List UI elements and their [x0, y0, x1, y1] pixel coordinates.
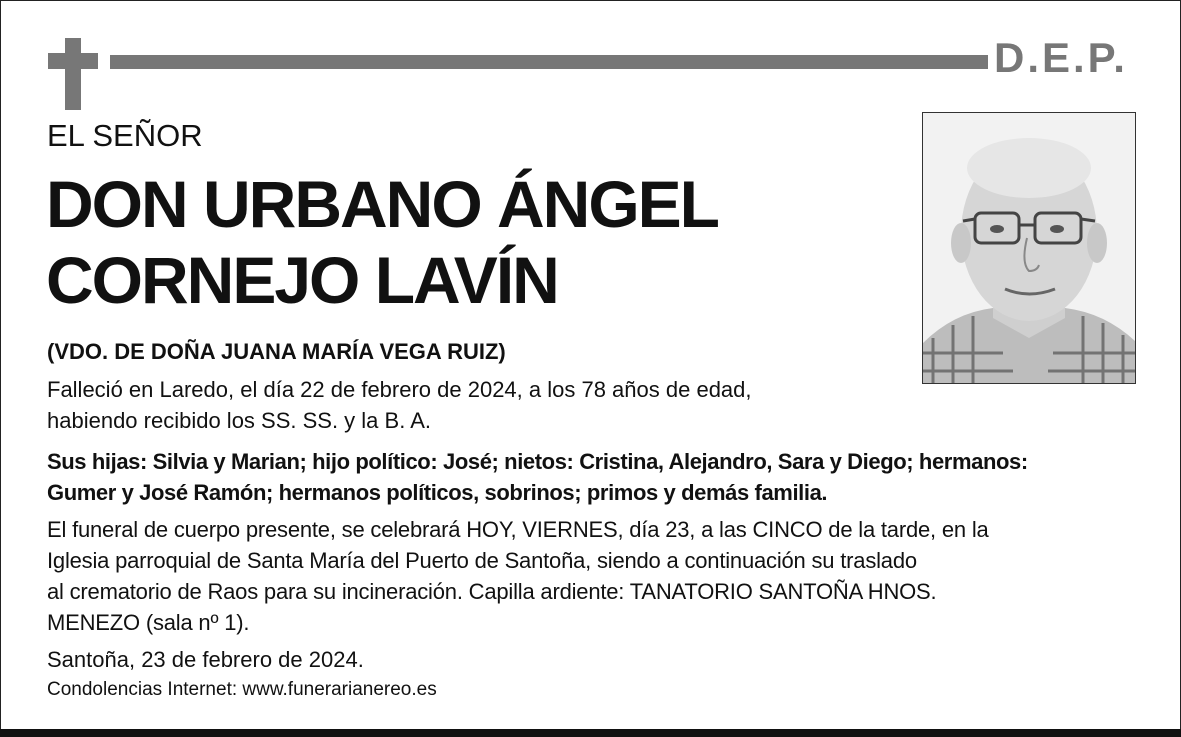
portrait-photo: [922, 112, 1136, 384]
honorific-label: EL SEÑOR: [47, 118, 203, 153]
text-line: Gumer y José Ramón; hermanos políticos, sobrinos; primos y demás familia.: [47, 480, 828, 505]
bottom-border: [0, 729, 1181, 737]
deceased-name: [46, 166, 906, 318]
header-rule: [110, 55, 988, 69]
name-line: CORNEJO LAVÍN: [46, 243, 558, 317]
cross-icon-vertical: [65, 38, 81, 110]
condolences-link[interactable]: Condolencias Internet: www.funerarianereo.es: [47, 679, 437, 700]
death-notice: [47, 374, 752, 436]
text-line: Sus hijas: Silvia y Marian; hijo político: José; nietos: Cristina, Alejandro, Sara y Diego; hermanos:: [47, 449, 1028, 474]
text-line: MENEZO (sala nº 1).: [47, 610, 250, 635]
text-line: El funeral de cuerpo presente, se celebrará HOY, VIERNES, día 23, a las CINCO de la tarde, en la: [47, 517, 989, 542]
text-line: al crematorio de Raos para su incineración. Capilla ardiente: TANATORIO SANTOÑA HNOS.: [47, 579, 937, 604]
widower-line: (VDO. DE DOÑA JUANA MARÍA VEGA RUIZ): [47, 339, 506, 364]
text-line: Iglesia parroquial de Santa María del Puerto de Santoña, siendo a continuación su traslado: [47, 548, 917, 573]
place-date: Santoña, 23 de febrero de 2024.: [47, 647, 364, 672]
portrait-image: [923, 113, 1135, 383]
text-line: habiendo recibido los SS. SS. y la B. A.: [47, 408, 432, 433]
funeral-details: [47, 514, 989, 638]
text-line: Falleció en Laredo, el día 22 de febrero de 2024, a los 78 años de edad,: [47, 377, 752, 402]
family-list: [47, 446, 1028, 508]
dep-label: D.E.P.: [994, 34, 1128, 81]
cross-icon-horizontal: [48, 53, 98, 69]
name-line: DON URBANO ÁNGEL: [46, 167, 718, 241]
